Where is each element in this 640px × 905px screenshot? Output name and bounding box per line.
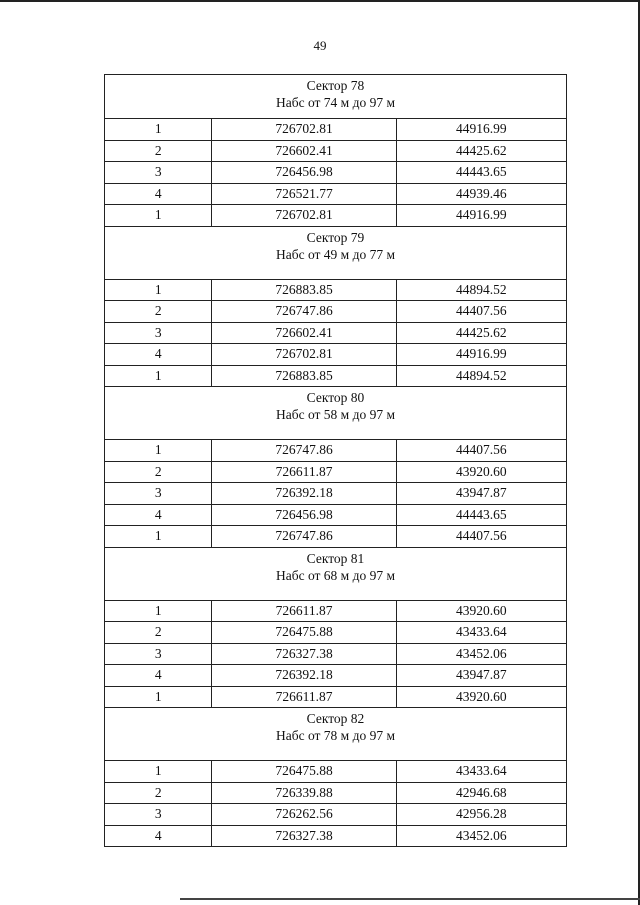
x-coordinate-cell: 726611.87 [212,686,396,708]
point-number-cell: 1 [105,600,212,622]
table-row [105,119,567,141]
point-number-cell: 1 [105,526,212,548]
scan-edge-line [180,898,640,900]
y-coordinate-cell: 44894.52 [396,365,566,387]
y-coordinate-cell: 43920.60 [396,461,566,483]
x-coordinate-cell: 726327.38 [212,825,396,847]
table-row [105,483,567,505]
table-row [105,301,567,323]
sector-title: Сектор 82 [306,711,365,726]
x-coordinate-cell: 726392.18 [212,665,396,687]
x-coordinate-cell: 726327.38 [212,643,396,665]
table-row [105,140,567,162]
point-number-cell: 4 [105,504,212,526]
sector-header-row [105,708,567,761]
table-row [105,600,567,622]
x-coordinate-cell: 726521.77 [212,183,396,205]
point-number-cell: 2 [105,622,212,644]
sector-height-range: Набс от 58 м до 97 м [275,407,396,422]
point-number-cell: 4 [105,344,212,366]
sector-title: Сектор 80 [306,390,365,405]
x-coordinate-cell: 726611.87 [212,461,396,483]
y-coordinate-cell: 44894.52 [396,279,566,301]
y-coordinate-cell: 43947.87 [396,483,566,505]
y-coordinate-cell: 44407.56 [396,526,566,548]
point-number-cell: 4 [105,665,212,687]
y-coordinate-cell: 44939.46 [396,183,566,205]
sector-header [105,547,567,600]
x-coordinate-cell: 726611.87 [212,600,396,622]
point-number-cell: 1 [105,205,212,227]
point-number-cell: 3 [105,483,212,505]
sector-header [105,75,567,119]
point-number-cell: 2 [105,461,212,483]
x-coordinate-cell: 726262.56 [212,804,396,826]
x-coordinate-cell: 726702.81 [212,119,396,141]
sector-header [105,387,567,440]
y-coordinate-cell: 44443.65 [396,504,566,526]
y-coordinate-cell: 43452.06 [396,825,566,847]
x-coordinate-cell: 726702.81 [212,344,396,366]
sector-title: Сектор 81 [306,550,365,566]
point-number-cell: 1 [105,279,212,301]
y-coordinate-cell: 43433.64 [396,761,566,783]
point-number-cell: 4 [105,183,212,205]
point-number-cell: 1 [105,440,212,462]
table-row [105,365,567,387]
point-number-cell: 1 [105,365,212,387]
sector-height-range: Набс от 78 м до 97 м [275,728,396,743]
point-number-cell: 2 [105,782,212,804]
y-coordinate-cell: 44425.62 [396,140,566,162]
table-row [105,504,567,526]
table-row [105,761,567,783]
x-coordinate-cell: 726747.86 [212,301,396,323]
point-number-cell: 3 [105,643,212,665]
table-row [105,205,567,227]
sector-header-row [105,226,567,279]
page-number: 49 [313,38,327,53]
sector-title: Сектор 78 [306,78,365,93]
point-number-cell: 2 [105,140,212,162]
sector-height-range: Набс от 68 м до 97 м [275,567,396,583]
x-coordinate-cell: 726883.85 [212,365,396,387]
x-coordinate-cell: 726339.88 [212,782,396,804]
point-number-cell: 4 [105,825,212,847]
y-coordinate-cell: 43452.06 [396,643,566,665]
table-row [105,279,567,301]
x-coordinate-cell: 726475.88 [212,761,396,783]
x-coordinate-cell: 726456.98 [212,162,396,184]
y-coordinate-cell: 43947.87 [396,665,566,687]
table-body [105,75,567,847]
x-coordinate-cell: 726456.98 [212,504,396,526]
table-row [105,825,567,847]
x-coordinate-cell: 726392.18 [212,483,396,505]
y-coordinate-cell: 44916.99 [396,205,566,227]
y-coordinate-cell: 43433.64 [396,622,566,644]
point-number-cell: 3 [105,804,212,826]
x-coordinate-cell: 726883.85 [212,279,396,301]
sector-height-range: Набс от 74 м до 97 м [275,95,396,110]
table-row [105,322,567,344]
sector-header [105,708,567,761]
point-number-cell: 3 [105,322,212,344]
y-coordinate-cell: 43920.60 [396,600,566,622]
table-row [105,782,567,804]
point-number-cell: 1 [105,119,212,141]
sector-header-row [105,387,567,440]
y-coordinate-cell: 44407.56 [396,301,566,323]
sector-header-row [105,547,567,600]
y-coordinate-cell: 44916.99 [396,344,566,366]
sector-height-range: Набс от 49 м до 77 м [275,246,396,262]
table-row [105,440,567,462]
table-row [105,804,567,826]
x-coordinate-cell: 726747.86 [212,440,396,462]
point-number-cell: 1 [105,761,212,783]
y-coordinate-cell: 44425.62 [396,322,566,344]
point-number-cell: 1 [105,686,212,708]
y-coordinate-cell: 44443.65 [396,162,566,184]
table-row [105,162,567,184]
y-coordinate-cell: 43920.60 [396,686,566,708]
table-row [105,622,567,644]
table-row [105,183,567,205]
x-coordinate-cell: 726602.41 [212,322,396,344]
table-row [105,643,567,665]
sector-header [105,226,567,279]
x-coordinate-cell: 726475.88 [212,622,396,644]
y-coordinate-cell: 44407.56 [396,440,566,462]
table-row [105,461,567,483]
table-row [105,344,567,366]
x-coordinate-cell: 726747.86 [212,526,396,548]
y-coordinate-cell: 44916.99 [396,119,566,141]
table-row [105,665,567,687]
point-number-cell: 2 [105,301,212,323]
x-coordinate-cell: 726602.41 [212,140,396,162]
y-coordinate-cell: 42946.68 [396,782,566,804]
point-number-cell: 3 [105,162,212,184]
sector-title: Сектор 79 [306,229,365,245]
sector-coordinates-table [104,74,567,847]
y-coordinate-cell: 42956.28 [396,804,566,826]
x-coordinate-cell: 726702.81 [212,205,396,227]
table-row [105,686,567,708]
sector-header-row [105,75,567,119]
table-row [105,526,567,548]
